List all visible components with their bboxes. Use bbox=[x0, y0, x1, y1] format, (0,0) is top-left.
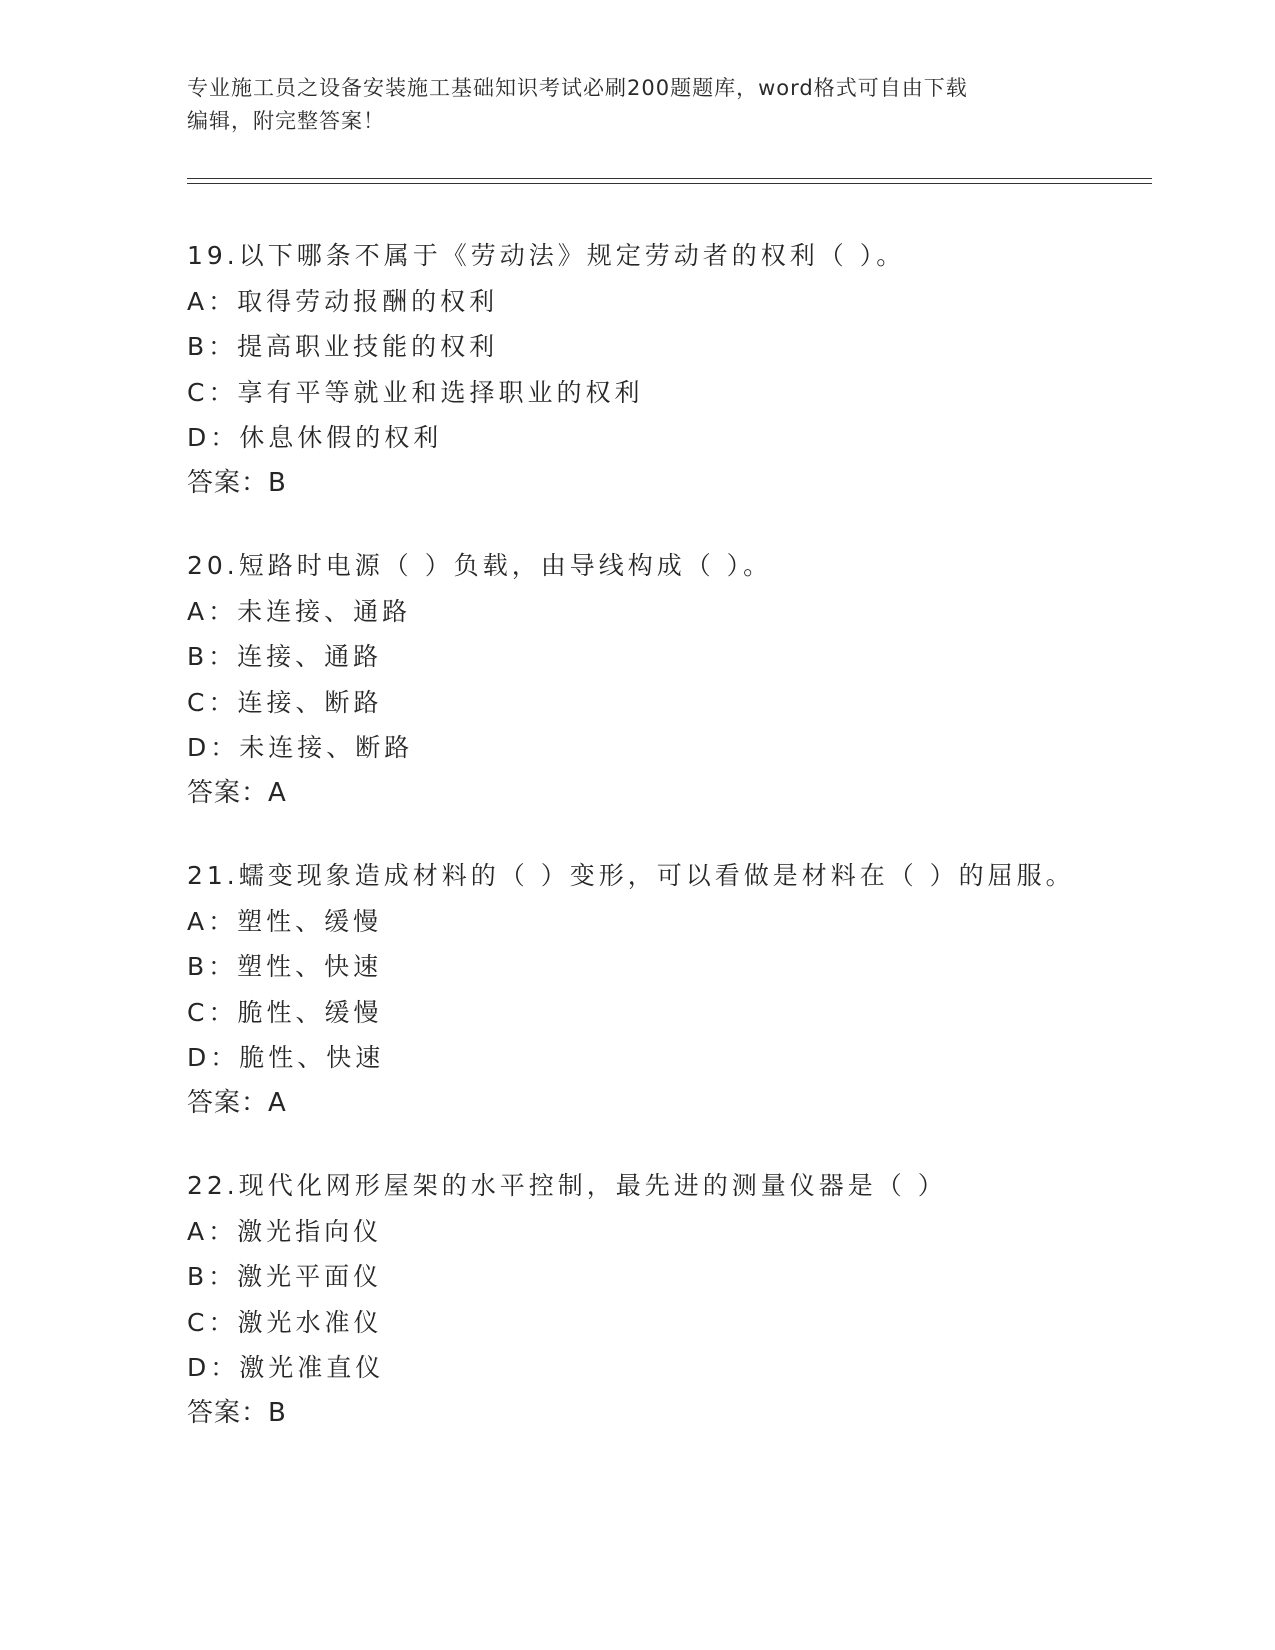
header-divider-bottom bbox=[187, 183, 1152, 184]
option-d: D：休息休假的权利 bbox=[187, 423, 443, 452]
question-stem: 20.短路时电源（ ）负载，由导线构成（ ）。 bbox=[187, 551, 773, 580]
question-item bbox=[187, 853, 1147, 1126]
option-c: C：激光水准仪 bbox=[187, 1307, 383, 1337]
document-header bbox=[187, 72, 1087, 138]
answer-line: 答案：B bbox=[187, 1397, 287, 1428]
option-b: B：连接、通路 bbox=[187, 642, 383, 671]
question-item bbox=[187, 233, 1147, 506]
option-a: A：激光指向仪 bbox=[187, 1216, 383, 1246]
option-d: D：脆性、快速 bbox=[187, 1043, 385, 1072]
option-c: C：脆性、缓慢 bbox=[187, 997, 383, 1027]
answer-line: 答案：B bbox=[187, 467, 287, 498]
question-item bbox=[187, 1163, 1147, 1436]
option-b: B：激光平面仪 bbox=[187, 1262, 383, 1291]
question-stem: 19.以下哪条不属于《劳动法》规定劳动者的权利（ ）。 bbox=[187, 241, 906, 270]
option-c: C：连接、断路 bbox=[187, 687, 383, 717]
option-b: B：提高职业技能的权利 bbox=[187, 332, 499, 361]
answer-line: 答案：A bbox=[187, 777, 287, 808]
header-title-line-1: 专业施工员之设备安装施工基础知识考试必刷200题题库，word格式可自由下载 bbox=[187, 76, 968, 100]
option-a: A：塑性、缓慢 bbox=[187, 906, 383, 936]
question-list bbox=[187, 233, 1147, 1473]
option-c: C：享有平等就业和选择职业的权利 bbox=[187, 377, 644, 407]
question-stem: 22.现代化网形屋架的水平控制，最先进的测量仪器是（ ） bbox=[187, 1171, 947, 1200]
question-item bbox=[187, 543, 1147, 816]
option-d: D：激光准直仪 bbox=[187, 1353, 385, 1382]
option-a: A：未连接、通路 bbox=[187, 596, 412, 626]
question-stem: 21.蠕变现象造成材料的（ ）变形，可以看做是材料在（ ）的屈服。 bbox=[187, 861, 1075, 890]
answer-line: 答案：A bbox=[187, 1087, 287, 1118]
header-title-line-2: 编辑，附完整答案！ bbox=[187, 109, 385, 133]
header-divider-top bbox=[187, 178, 1152, 179]
option-b: B：塑性、快速 bbox=[187, 952, 383, 981]
option-a: A：取得劳动报酬的权利 bbox=[187, 286, 499, 316]
option-d: D：未连接、断路 bbox=[187, 733, 414, 762]
